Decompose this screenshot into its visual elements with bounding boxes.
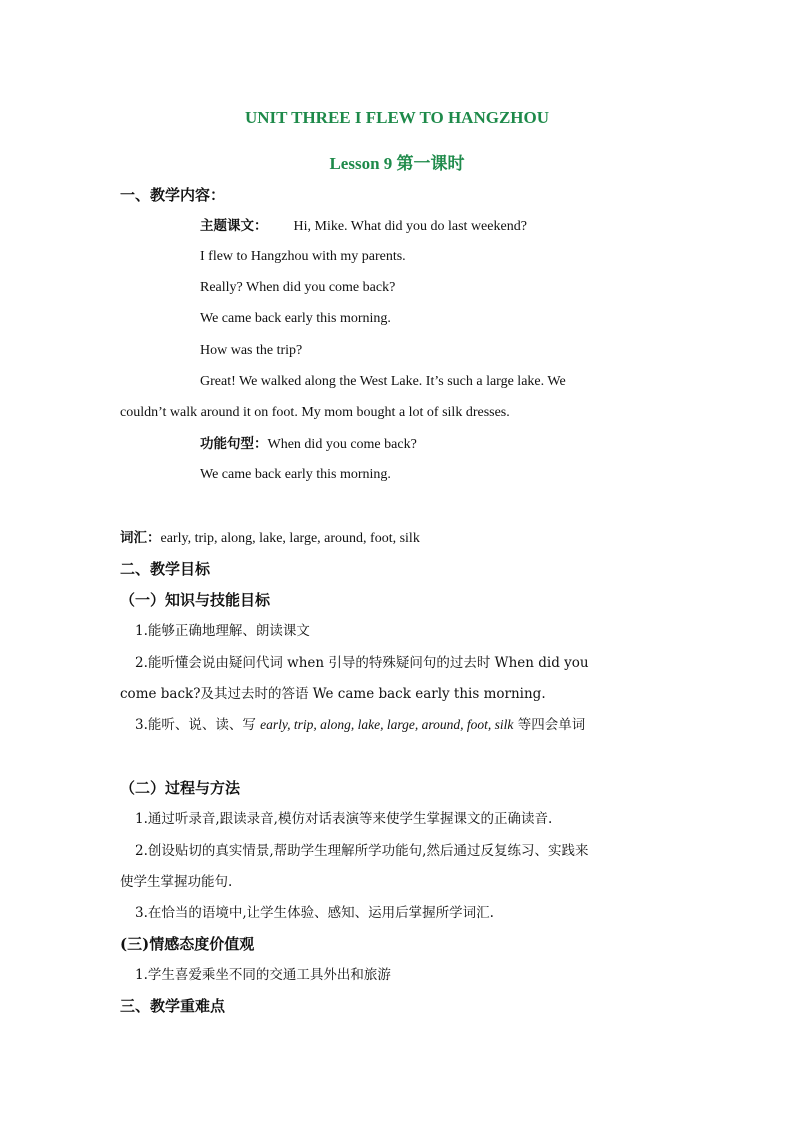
section2-heading: 二、教学目标 xyxy=(120,560,211,578)
process-item-1: 1.通过听录音,跟读录音,模仿对话表演等来使学生掌握课文的正确读音. xyxy=(135,811,553,827)
knowledge-item-1: 1.能够正确地理解、朗读课文 xyxy=(135,623,310,639)
function-question: When did you come back? xyxy=(267,437,417,452)
dialogue-line-5: How was the trip? xyxy=(200,343,303,358)
section3-heading: 三、教学重难点 xyxy=(120,997,226,1015)
function-answer: We came back early this morning. xyxy=(200,467,391,482)
vocab-words: early, trip, along, lake, large, around, foot, silk xyxy=(160,531,420,546)
main-text-line xyxy=(200,217,527,236)
dialogue-line-1: Hi, Mike. What did you do last weekend? xyxy=(293,219,527,234)
knowledge-item-3-words: early, trip, along, lake, large, around, foot, silk xyxy=(260,717,514,732)
unit-title: UNIT THREE I FLEW TO HANGZHOU xyxy=(244,108,550,127)
emotion-item-1: 1.学生喜爱乘坐不同的交通工具外出和旅游 xyxy=(135,967,391,983)
knowledge-item-2b: come back?及其过去时的答语 We came back early this morning. xyxy=(120,686,546,702)
emotion-heading: (三)情感态度价值观 xyxy=(120,935,255,953)
knowledge-item-3-suffix: 等四会单词 xyxy=(513,717,586,733)
knowledge-heading: （一）知识与技能目标 xyxy=(120,591,271,609)
main-text-label: 主题课文： xyxy=(200,218,268,234)
dialogue-line-7: couldn’t walk around it on foot. My mom bought a lot of silk dresses. xyxy=(120,405,510,420)
knowledge-item-2a: 2.能听懂会说由疑问代词 when 引导的特殊疑问句的过去时 When did you xyxy=(135,655,589,671)
process-item-2b: 使学生掌握功能句. xyxy=(120,874,233,890)
knowledge-item-3 xyxy=(135,716,585,734)
vocab-line xyxy=(120,529,420,548)
function-label: 功能句型： xyxy=(200,436,268,452)
dialogue-line-3: Really? When did you come back? xyxy=(200,280,396,295)
knowledge-item-3-prefix: 3.能听、说、读、写 xyxy=(135,717,261,733)
lesson-title: Lesson 9 第一课时 xyxy=(329,154,465,173)
dialogue-line-2: I flew to Hangzhou with my parents. xyxy=(200,249,406,264)
process-item-3: 3.在恰当的语境中,让学生体验、感知、运用后掌握所学词汇. xyxy=(135,905,494,921)
dialogue-line-6: Great! We walked along the West Lake. It’s such a large lake. We xyxy=(200,374,566,389)
vocab-label: 词汇： xyxy=(120,530,161,546)
function-line xyxy=(200,435,417,454)
process-item-2a: 2.创设贴切的真实情景,帮助学生理解所学功能句,然后通过反复练习、实践来 xyxy=(135,843,589,859)
dialogue-line-4: We came back early this morning. xyxy=(200,311,391,326)
process-heading: （二）过程与方法 xyxy=(120,779,241,797)
section1-heading: 一、教学内容： xyxy=(120,186,226,204)
